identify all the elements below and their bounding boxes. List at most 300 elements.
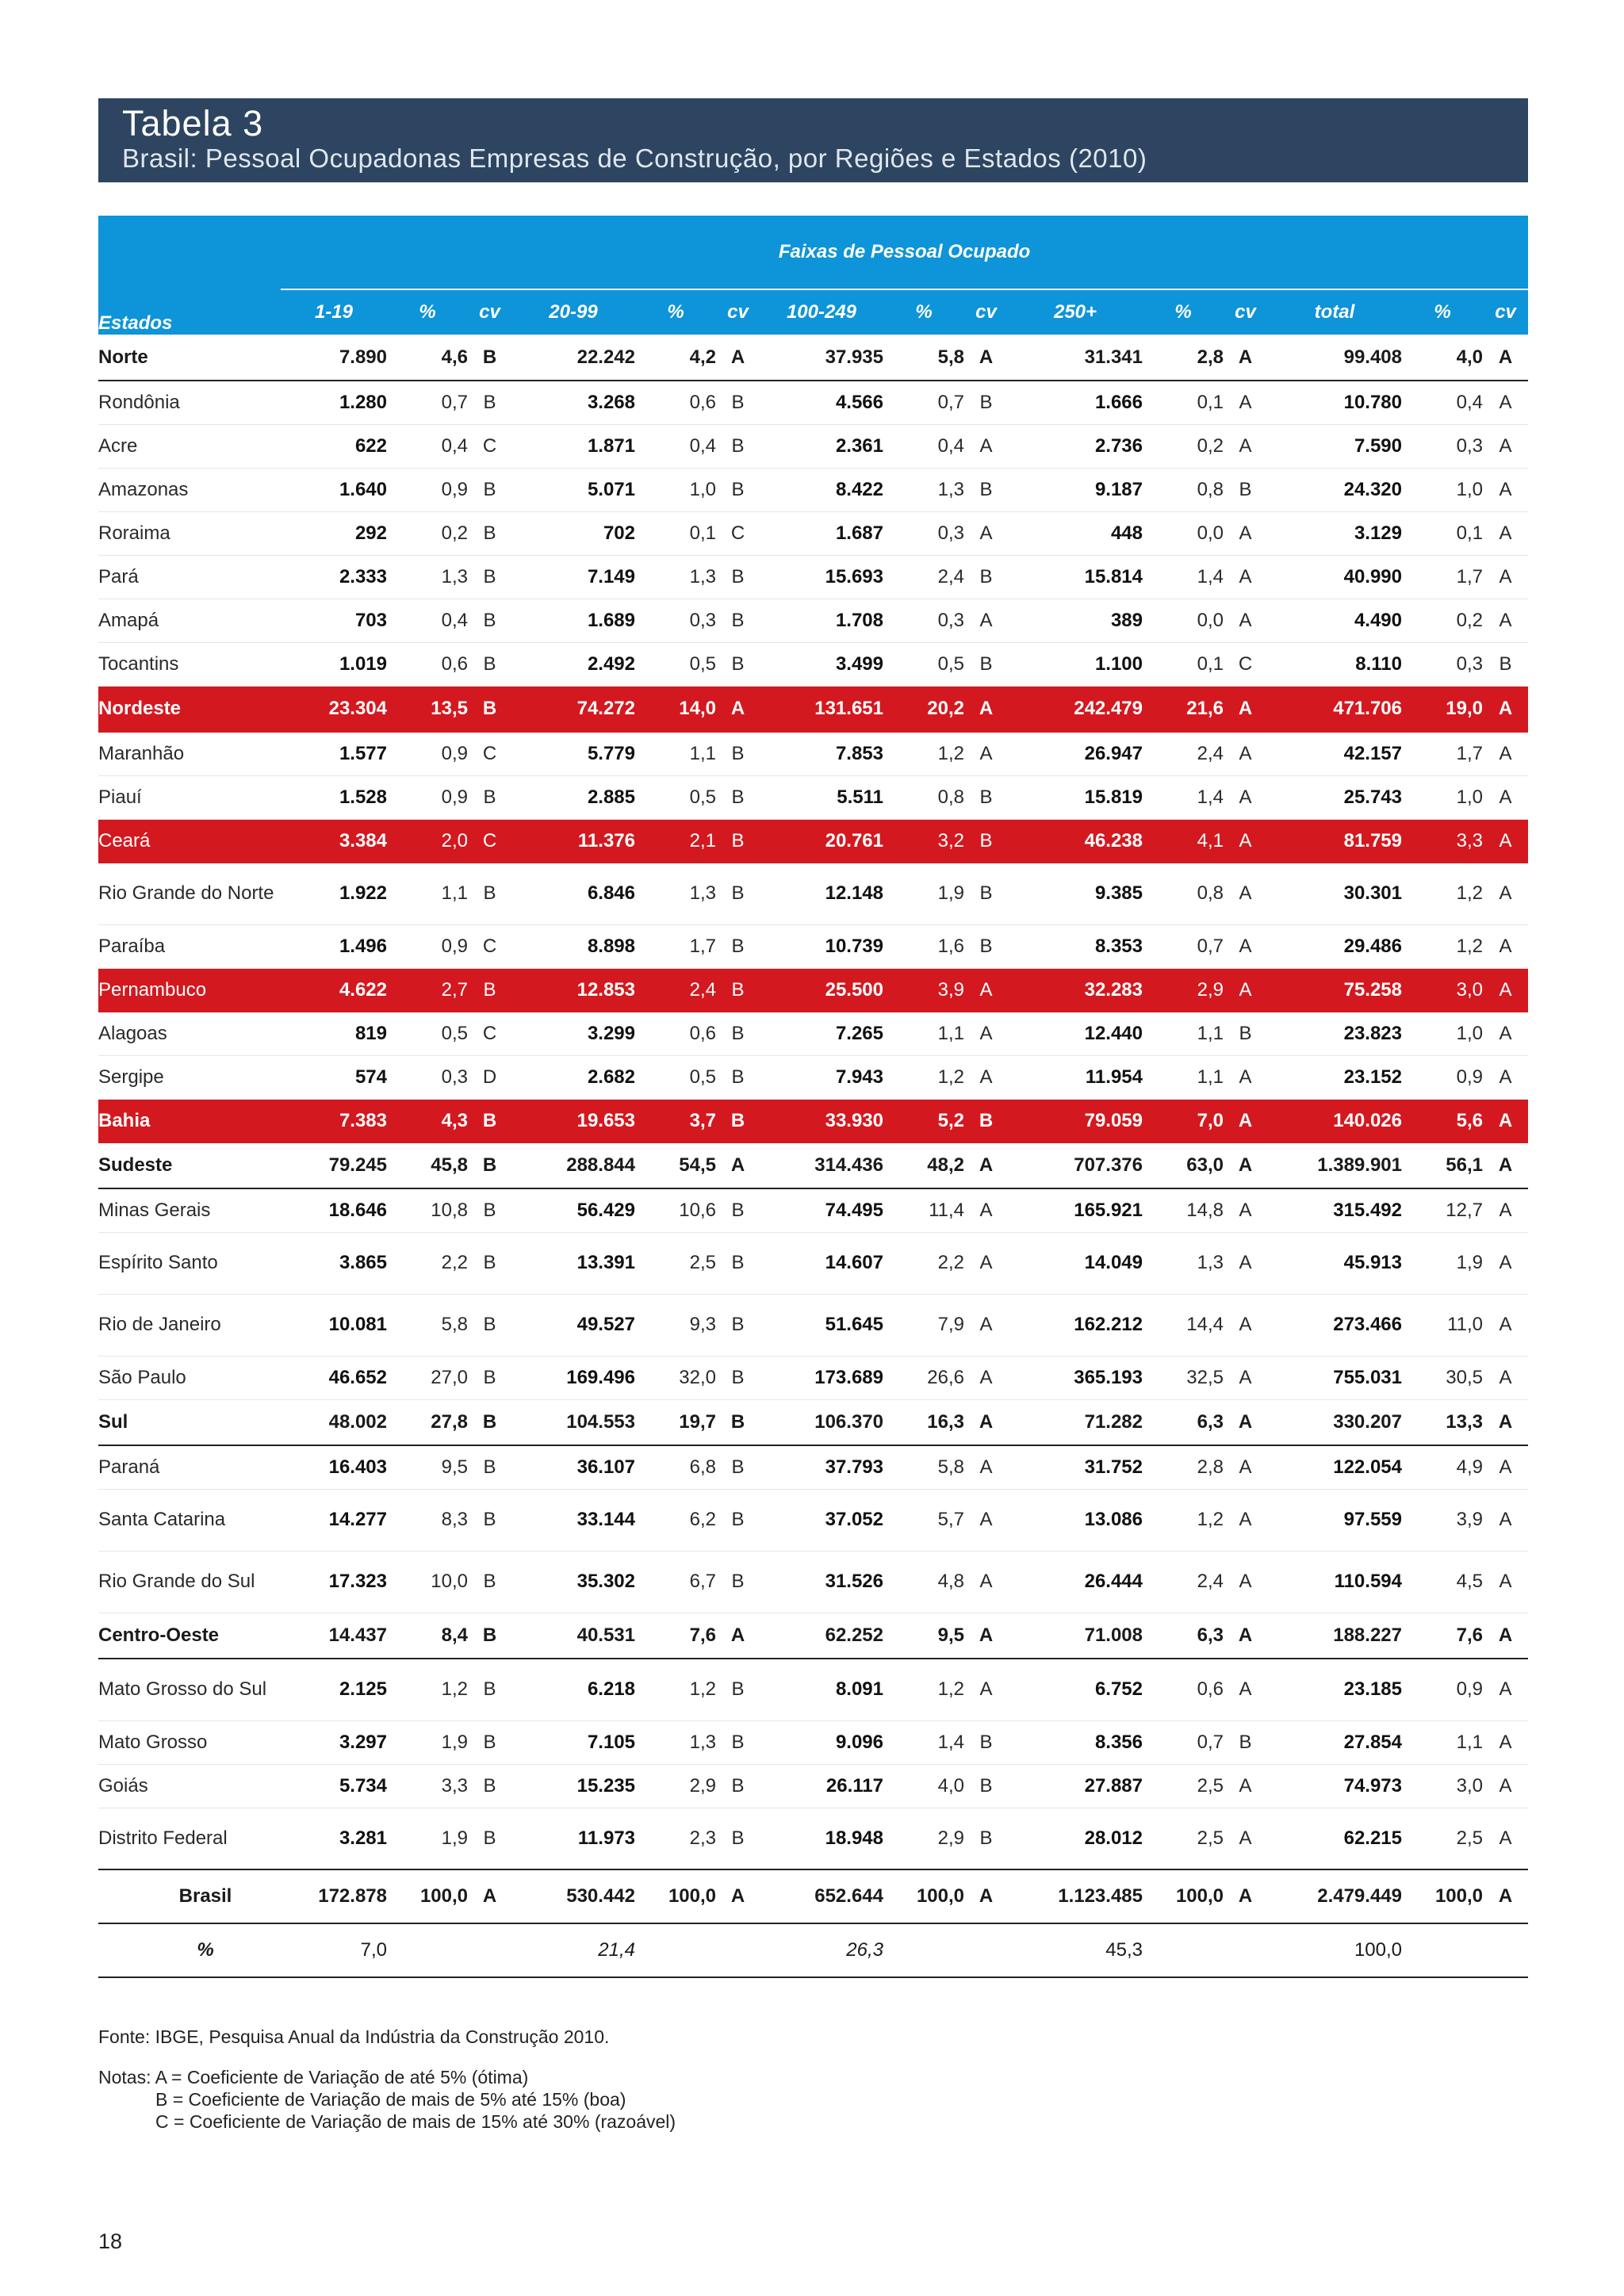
table-cell: B [716,424,760,468]
table-cell: B [468,381,511,424]
table-cell: 51.645 [760,1294,883,1356]
table-cell: 31.341 [1008,335,1143,381]
table-cell: 4,0 [883,1764,964,1808]
table-cell: 3,2 [883,819,964,863]
table-cell: 1.640 [281,468,387,511]
table-cell: 7,6 [1402,1613,1483,1659]
data-table [98,216,1528,1978]
table-cell: 10.780 [1267,381,1402,424]
table-cell: 471.706 [1267,686,1402,732]
state-row [98,1188,1528,1232]
table-cell: 0,1 [1402,511,1483,555]
state-row [98,1808,1528,1869]
table-cell: 7.590 [1267,424,1402,468]
table-cell: B [468,1551,511,1613]
row-label: Minas Gerais [98,1188,281,1232]
row-label: Mato Grosso [98,1720,281,1764]
table-cell: 574 [281,1055,387,1099]
table-cell: 0,6 [635,1012,716,1055]
header-row-columns [98,289,1528,335]
table-cell: 2,5 [1402,1808,1483,1869]
table-cell: A [1483,819,1528,863]
table-cell: B [716,1659,760,1720]
table-cell: 0,5 [635,642,716,686]
table-cell: B [716,1399,760,1445]
table-cell: 2,3 [635,1808,716,1869]
table-cell: 0,6 [1143,1659,1224,1720]
table-cell: 3,9 [1402,1489,1483,1551]
table-cell: 9,5 [883,1613,964,1659]
table-cell: 2,0 [387,819,468,863]
table-cell: 2,7 [387,968,468,1012]
table-cell: A [964,1659,1008,1720]
table-cell: 9,5 [387,1445,468,1489]
table-cell: A [1483,468,1528,511]
table-cell: 0,9 [1402,1055,1483,1099]
table-cell: 2,5 [1143,1808,1224,1869]
table-cell: B [468,1445,511,1489]
table-cell: A [1224,1294,1267,1356]
table-cell: A [964,1869,1008,1923]
table-cell: B [964,1099,1008,1142]
table-cell: 5,2 [883,1099,964,1142]
row-label: Maranhão [98,732,281,775]
table-cell: 1,4 [1143,775,1224,819]
table-cell: A [1224,1445,1267,1489]
row-label: Rio Grande do Sul [98,1551,281,1613]
table-cell: 0,6 [387,642,468,686]
table-cell: C [1224,642,1267,686]
table-cell: A [1224,819,1267,863]
table-cell: 15.235 [511,1764,635,1808]
table-subtitle: Brasil: Pessoal Ocupadonas Empresas de Construção, por Regiões e Estados (2010) [122,144,1147,173]
table-cell: B [468,968,511,1012]
table-cell: C [468,924,511,968]
table-cell: B [716,1764,760,1808]
table-cell: 71.008 [1008,1613,1143,1659]
table-cell: B [1224,1012,1267,1055]
table-cell: A [1224,1399,1267,1445]
table-cell: 1,9 [1402,1232,1483,1294]
note-line: Notas: A = Coeficiente de Variação de até 5% (ótima) [98,2067,529,2087]
region-row [98,1613,1528,1659]
table-cell: A [964,1188,1008,1232]
column-header: % [883,289,964,335]
table-cell: 6,7 [635,1551,716,1613]
table-cell: A [1483,1659,1528,1720]
table-cell: A [1224,1764,1267,1808]
table-cell: 19.653 [511,1099,635,1142]
table-cell [635,1923,716,1977]
table-cell: 62.215 [1267,1808,1402,1869]
table-cell: 100,0 [635,1869,716,1923]
table-cell: 0,4 [387,599,468,642]
row-label: Sudeste [98,1142,281,1188]
row-label: Acre [98,424,281,468]
table-cell: A [1483,1808,1528,1869]
table-cell: A [964,1445,1008,1489]
table-cell: A [1224,863,1267,924]
table-cell: 3.384 [281,819,387,863]
table-cell: 4.622 [281,968,387,1012]
column-header: % [387,289,468,335]
table-cell: D [468,1055,511,1099]
table-cell: B [716,1356,760,1399]
column-header: 250+ [1008,289,1143,335]
table-cell: 1.389.901 [1267,1142,1402,1188]
region-row [98,335,1528,381]
table-cell: A [1483,863,1528,924]
table-cell: 1.123.485 [1008,1869,1143,1923]
row-label: Paraíba [98,924,281,968]
table-cell: B [716,1099,760,1142]
table-cell: 10,0 [387,1551,468,1613]
table-cell: 0,9 [1402,1659,1483,1720]
table-cell: 45,8 [387,1142,468,1188]
table-cell: 14,0 [635,686,716,732]
table-cell: 2,8 [1143,335,1224,381]
table-cell: A [1224,1356,1267,1399]
table-cell: 2,2 [883,1232,964,1294]
table-cell: 1,3 [1143,1232,1224,1294]
table-cell: 14,4 [1143,1294,1224,1356]
table-cell: 97.559 [1267,1489,1402,1551]
table-cell: 0,0 [1143,511,1224,555]
table-cell: A [1483,1445,1528,1489]
row-label: % [98,1923,281,1977]
state-row [98,642,1528,686]
table-cell: B [468,555,511,599]
table-cell: B [964,555,1008,599]
state-row [98,599,1528,642]
table-cell: 1,0 [635,468,716,511]
table-cell: A [1224,732,1267,775]
table-cell: 0,0 [1143,599,1224,642]
state-row [98,968,1528,1012]
table-cell: A [964,511,1008,555]
table-cell: A [716,686,760,732]
table-cell: 0,3 [1402,424,1483,468]
table-cell: 3,7 [635,1099,716,1142]
table-cell: B [964,819,1008,863]
table-cell: 3,0 [1402,968,1483,1012]
table-cell: 3,3 [1402,819,1483,863]
table-cell: B [468,642,511,686]
table-cell: 12.440 [1008,1012,1143,1055]
table-cell: 140.026 [1267,1099,1402,1142]
table-cell: 5,8 [883,1445,964,1489]
table-cell: 4,5 [1402,1551,1483,1613]
header-row-groups [98,216,1528,289]
table-cell: 3.299 [511,1012,635,1055]
table-cell: 14.437 [281,1613,387,1659]
table-cell: A [1224,686,1267,732]
table-cell: B [468,1659,511,1720]
table-cell: A [964,1551,1008,1613]
table-cell: A [964,968,1008,1012]
table-cell: 30.301 [1267,863,1402,924]
table-cell: C [468,424,511,468]
table-cell: B [964,1720,1008,1764]
column-header: 100-249 [760,289,883,335]
column-header: cv [1483,289,1528,335]
table-cell: 2.682 [511,1055,635,1099]
table-cell: 2.361 [760,424,883,468]
state-row [98,1764,1528,1808]
table-cell: 2.736 [1008,424,1143,468]
table-cell: 6,3 [1143,1613,1224,1659]
table-cell: 4,9 [1402,1445,1483,1489]
table-cell: 0,1 [635,511,716,555]
table-cell: A [1483,1551,1528,1613]
table-cell: 6,2 [635,1489,716,1551]
table-cell: A [964,1356,1008,1399]
column-header: cv [468,289,511,335]
table-cell: 36.107 [511,1445,635,1489]
table-cell: 1.528 [281,775,387,819]
row-label: Centro-Oeste [98,1613,281,1659]
table-cell: 7,0 [281,1923,387,1977]
table-cell: 1,2 [1402,863,1483,924]
table-cell: 32,0 [635,1356,716,1399]
table-cell: 37.935 [760,335,883,381]
state-row [98,1489,1528,1551]
table-cell: 314.436 [760,1142,883,1188]
table-cell: 1.100 [1008,642,1143,686]
table-cell: A [716,335,760,381]
row-label: Amazonas [98,468,281,511]
table-cell: 25.500 [760,968,883,1012]
state-row [98,1012,1528,1055]
table-cell: 0,1 [1143,381,1224,424]
notes [98,2066,676,2133]
table-cell: 21,6 [1143,686,1224,732]
table-cell: 100,0 [883,1869,964,1923]
row-label: Norte [98,335,281,381]
table-cell: 1,3 [635,863,716,924]
table-cell: 2,5 [1143,1764,1224,1808]
table-cell: A [716,1142,760,1188]
table-cell: A [1483,1764,1528,1808]
table-cell: A [1483,924,1528,968]
state-row [98,511,1528,555]
table-cell: 1.922 [281,863,387,924]
table-cell: 9.096 [760,1720,883,1764]
table-cell: B [468,335,511,381]
table-cell: 0,9 [387,732,468,775]
table-cell: 7,9 [883,1294,964,1356]
table-cell: A [964,599,1008,642]
table-cell: A [964,1613,1008,1659]
table-cell: 19,7 [635,1399,716,1445]
table-cell: 131.651 [760,686,883,732]
table-cell: 46.652 [281,1356,387,1399]
table-cell: 1,2 [883,1055,964,1099]
table-cell: B [468,1399,511,1445]
state-row [98,1551,1528,1613]
table-cell: 10,8 [387,1188,468,1232]
table-cell: C [468,732,511,775]
column-header: % [1402,289,1483,335]
table-cell [964,1923,1008,1977]
table-cell: 16.403 [281,1445,387,1489]
table-cell: A [1224,1613,1267,1659]
table-cell: 3,0 [1402,1764,1483,1808]
table-cell: 100,0 [1402,1869,1483,1923]
table-cell: 37.052 [760,1489,883,1551]
table-cell: B [716,924,760,968]
table-cell: 1.687 [760,511,883,555]
table-cell [883,1923,964,1977]
table-cell: 31.752 [1008,1445,1143,1489]
table-cell: 1,4 [883,1720,964,1764]
table-cell: 5,6 [1402,1099,1483,1142]
table-cell: 10.081 [281,1294,387,1356]
source-note: Fonte: IBGE, Pesquisa Anual da Indústria da Construção 2010. [98,2026,610,2047]
table-cell: B [1224,468,1267,511]
table-cell: 6.218 [511,1659,635,1720]
table-cell: 5,8 [387,1294,468,1356]
header-estados: Estados [98,216,281,335]
table-cell: C [468,819,511,863]
row-label: Sul [98,1399,281,1445]
table-cell: B [468,1188,511,1232]
table-cell: 1.689 [511,599,635,642]
table-cell: A [1483,1489,1528,1551]
table-cell: 4.566 [760,381,883,424]
column-header: cv [964,289,1008,335]
table-cell: 28.012 [1008,1808,1143,1869]
page-number: 18 [98,2229,123,2253]
table-cell: 4,0 [1402,335,1483,381]
table-cell: B [716,732,760,775]
table-cell: 1,2 [635,1659,716,1720]
table-cell: 0,9 [387,924,468,968]
table-cell: 2,4 [635,968,716,1012]
table-cell: A [964,1055,1008,1099]
row-label: Pará [98,555,281,599]
row-label: Espírito Santo [98,1232,281,1294]
table-cell: 20.761 [760,819,883,863]
state-row [98,1294,1528,1356]
table-cell: 1,4 [1143,555,1224,599]
state-row [98,1055,1528,1099]
table-cell: 11.973 [511,1808,635,1869]
table-cell: 11.376 [511,819,635,863]
table-cell: 6.846 [511,863,635,924]
table-cell: A [1483,686,1528,732]
table-cell: 3.297 [281,1720,387,1764]
column-header: % [1143,289,1224,335]
row-label: Piauí [98,775,281,819]
row-label: Brasil [98,1869,281,1923]
table-cell: 32.283 [1008,968,1143,1012]
table-cell: 63,0 [1143,1142,1224,1188]
table-cell: 4.490 [1267,599,1402,642]
table-cell: 0,3 [1402,642,1483,686]
state-row [98,1356,1528,1399]
table-cell: 31.526 [760,1551,883,1613]
column-header: 20-99 [511,289,635,335]
table-cell: 1,0 [1402,775,1483,819]
table-cell: 16,3 [883,1399,964,1445]
table-cell: 20,2 [883,686,964,732]
table-cell: 0,4 [1402,381,1483,424]
table-cell: 23.304 [281,686,387,732]
table-cell: 1,6 [883,924,964,968]
table-cell: 26.947 [1008,732,1143,775]
table-cell: 6.752 [1008,1659,1143,1720]
table-cell: 3.129 [1267,511,1402,555]
row-label: Nordeste [98,686,281,732]
table-cell: B [716,1445,760,1489]
table-cell: 0,7 [1143,1720,1224,1764]
row-label: Santa Catarina [98,1489,281,1551]
table-cell: 292 [281,511,387,555]
table-cell: A [964,424,1008,468]
table-cell: 2,9 [635,1764,716,1808]
table-cell: 1,1 [635,732,716,775]
table-cell: A [1224,599,1267,642]
table-cell: 30,5 [1402,1356,1483,1399]
table-cell: B [468,1764,511,1808]
table-cell: A [1224,1489,1267,1551]
table-cell: A [1483,1720,1528,1764]
header-faixas: Faixas de Pessoal Ocupado [281,216,1528,289]
table-cell: 9.385 [1008,863,1143,924]
table-cell: A [1483,599,1528,642]
table-title-block [98,98,1528,182]
table-cell: A [1224,1808,1267,1869]
table-cell: A [964,1399,1008,1445]
table-cell: B [468,468,511,511]
table-cell: 1,1 [1143,1012,1224,1055]
table-cell: 1,1 [1402,1720,1483,1764]
table-cell: 10.739 [760,924,883,968]
table-cell: A [1224,968,1267,1012]
table-cell: B [716,1232,760,1294]
row-label: Amapá [98,599,281,642]
table-cell: 1.708 [760,599,883,642]
table-cell: 1,9 [883,863,964,924]
table-cell: 389 [1008,599,1143,642]
table-cell: A [468,1869,511,1923]
table-cell: 0,5 [387,1012,468,1055]
table-cell: A [1224,775,1267,819]
table-cell: 1,1 [883,1012,964,1055]
table-cell: B [716,642,760,686]
table-cell: 8.898 [511,924,635,968]
table-cell: 81.759 [1267,819,1402,863]
table-cell: 0,5 [635,1055,716,1099]
region-row [98,1142,1528,1188]
state-row [98,1445,1528,1489]
table-cell: B [716,775,760,819]
table-cell: 27,8 [387,1399,468,1445]
table-cell: B [964,863,1008,924]
table-cell: 1,2 [387,1659,468,1720]
table-cell: 702 [511,511,635,555]
table-cell: A [1483,424,1528,468]
row-label: São Paulo [98,1356,281,1399]
table-title: Tabela 3 [122,103,264,144]
table-cell: 6,8 [635,1445,716,1489]
total-row [98,1869,1528,1923]
table-cell: 6,3 [1143,1399,1224,1445]
table-cell: 1.666 [1008,381,1143,424]
table-cell: C [716,511,760,555]
table-cell: 11,4 [883,1188,964,1232]
